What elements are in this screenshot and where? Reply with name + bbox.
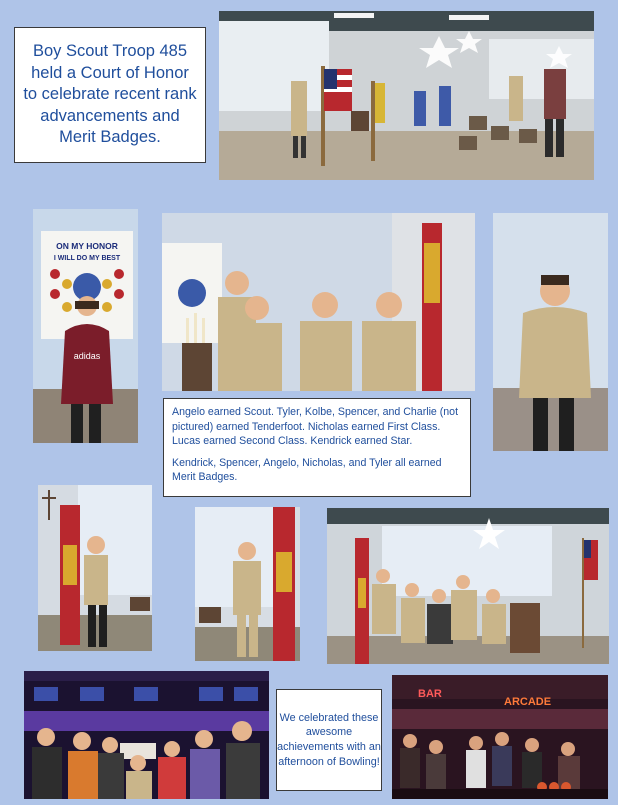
rank-summary-paragraph: Angelo earned Scout. Tyler, Kolbe, Spencer, and Charlie (not pictured) earned Tenderfoot. Nicholas earned First Class. Lucas earned Second Class. Kendrick earned Star. (172, 406, 459, 447)
banner-line2: I WILL DO MY BEST (53, 255, 121, 262)
rank-summary-text-box (163, 398, 471, 497)
bowling-text-box (276, 689, 382, 791)
svg-text:adidas: adidas (73, 351, 101, 361)
alley-sign-bar: BAR (418, 688, 442, 700)
photo-bowling-group (24, 671, 269, 799)
bowling-text: We celebrated these awesome achievements with an afternoon of Bowling! (277, 711, 381, 768)
photo-scout-with-flag-center (195, 507, 300, 661)
merit-badge-paragraph: Kendrick, Spencer, Angelo, Nicholas, and Tyler all earned Merit Badges. (172, 456, 442, 483)
photo-four-scouts (162, 213, 475, 391)
alley-sign-arcade: ARCADE (504, 696, 552, 708)
banner-line1: ON MY HONOR (56, 241, 118, 251)
photo-scout-with-flag-left (38, 485, 152, 651)
photo-scout-standing-right (493, 213, 608, 451)
photo-scout-with-banner (33, 209, 138, 443)
title-text: Boy Scout Troop 485 held a Court of Honor to celebrate recent rank advancements and Merit Badges. (23, 42, 197, 147)
photo-flag-ceremony (219, 11, 594, 180)
title-text-box (14, 27, 206, 163)
photo-bowling-alley-lounge (392, 675, 608, 799)
photo-group-in-hall (327, 508, 609, 664)
